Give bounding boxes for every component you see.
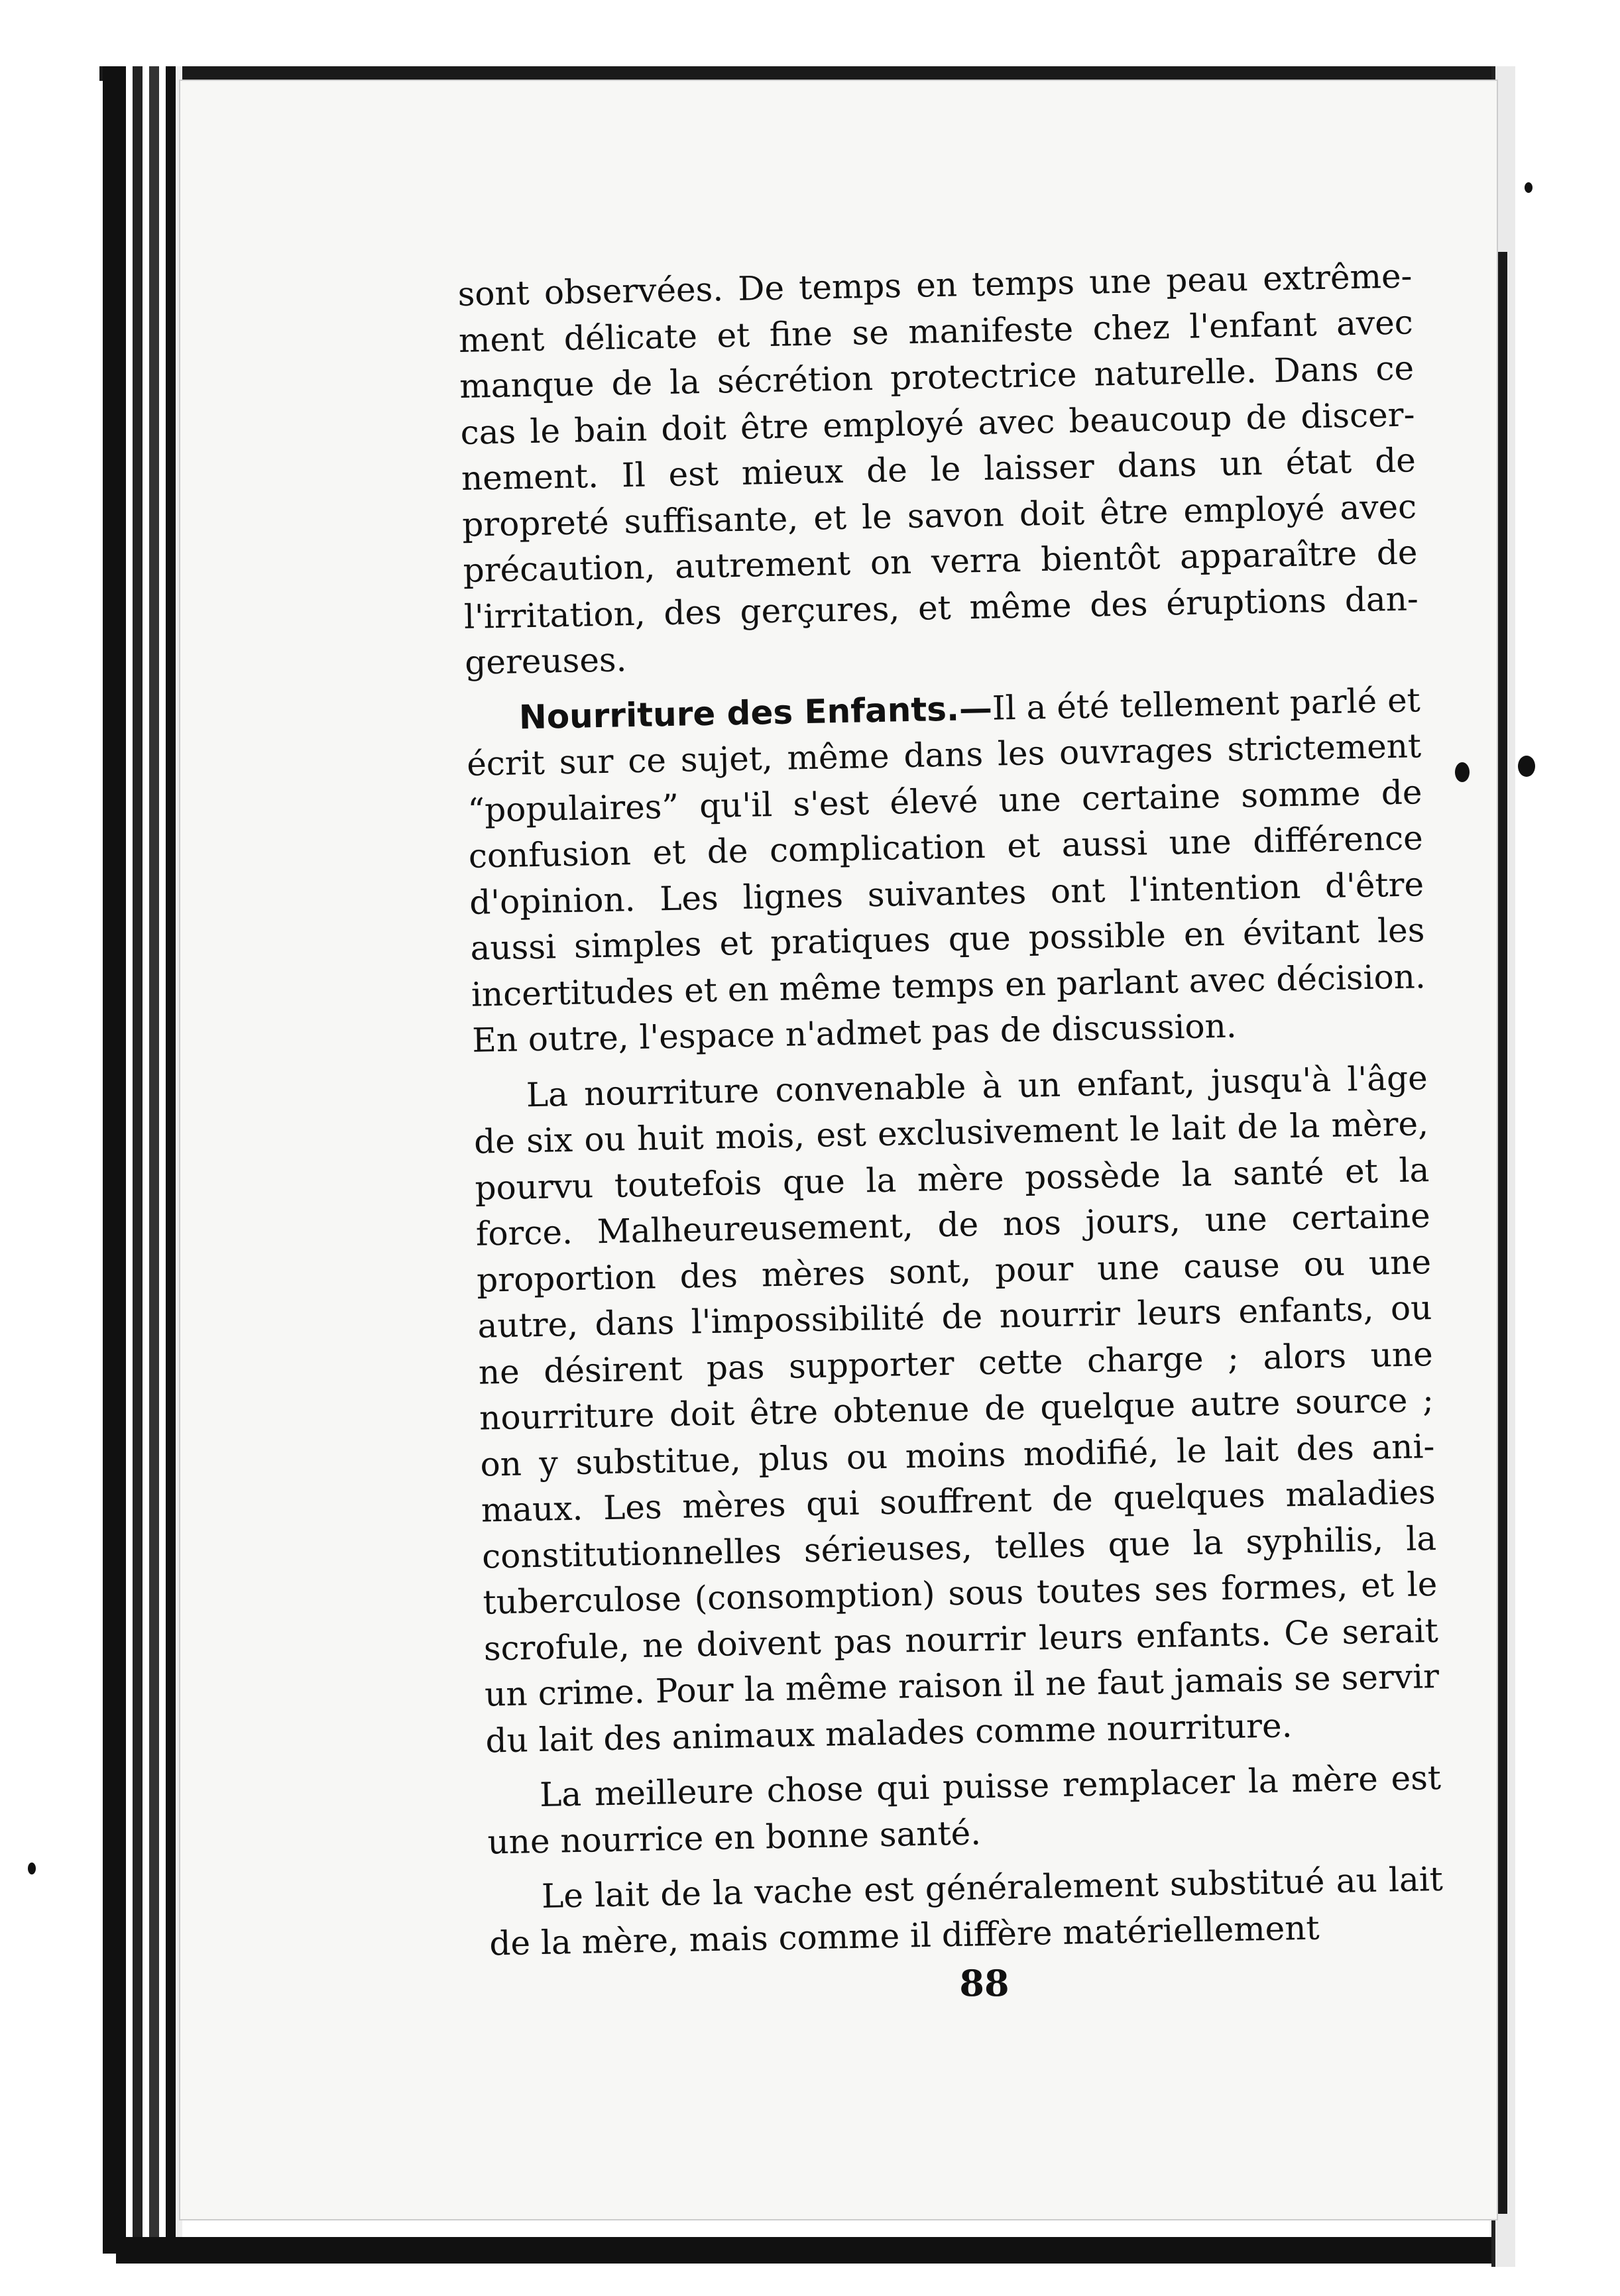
scan-speck	[28, 1863, 36, 1874]
section-paragraph	[465, 677, 1426, 1064]
scan-speck	[1455, 762, 1470, 782]
book-edge-bottom	[116, 2237, 1508, 2264]
section-heading: Nourriture des Enfants.—	[518, 689, 993, 736]
paragraph-nourrice: La meilleure chose qui puisse remplacer la mère est une nourrice en bonne santé.	[487, 1758, 1442, 1862]
book-edge-top	[99, 66, 1511, 81]
paragraph-lait-vache: Le lait de la vache est généralement substitué au lait de la mère, mais comme il diffère matériellement	[489, 1859, 1444, 1963]
paragraph-nourriture: La nourriture convenable à un enfant, jusqu'à l'âge de six ou huit mois, est exclusivement le lait de la mère, pourvu toutefois que la mère possède la santé et la force. Malheureusement, de nos jours, une certaine proportion des mères sont, pour une cause ou une autre, dans l'impossibilité de nourrir leurs enfants, ou ne désirent pas supporter cette charge ; alors une nourriture doit être obtenue de quelque autre source ; on y substitue, plus ou moins modifié, le lait des animaux. Les mères qui souffrent de quelques maladies constitutionnelles sérieuses, telles que la syphilis, la tuberculose (consomption) sous toutes ses formes, et le scrofule, ne doivent pas nourrir leurs enfants. Ce serait un crime. Pour la même raison il ne faut jamais se servir du lait des animaux malades comme nourriture.	[473, 1058, 1440, 1760]
page-text	[457, 253, 1444, 1976]
adjacent-page	[1513, 66, 1620, 2267]
paragraph-continuation: sont observées. De temps en temps une peau extrêmement délicate et fine se manifeste chez l'enfant avec manque de la sécrétion protectrice naturelle. Dans ce cas le bain doit être employé avec beaucoup de discernement. Il est mieux de le laisser dans un état de propreté suffisante, et le savon doit être employé avec précaution, autrement on verra bientôt apparaître de l'irritation, des gerçures, et même des éruptions dangereuses.	[457, 257, 1419, 682]
page-number: 88	[959, 1962, 1010, 2004]
scan-speck	[1525, 182, 1533, 193]
scan-speck	[1518, 756, 1535, 777]
book-binding-left	[103, 66, 182, 2254]
section-body: Il a été tellement parlé et écrit sur ce sujet, même dans les ouvrages strictement “populaires” qu'il s'est élevé une certaine somme de confusion et de complication et aussi une différence d'opinion. Les lignes suivantes ont l'intention d'être aussi simples et pratiques que possible en évitant les incertitudes et en même temps en parlant avec décision. En outre, l'espace n'admet pas de discussion.	[466, 680, 1426, 1060]
